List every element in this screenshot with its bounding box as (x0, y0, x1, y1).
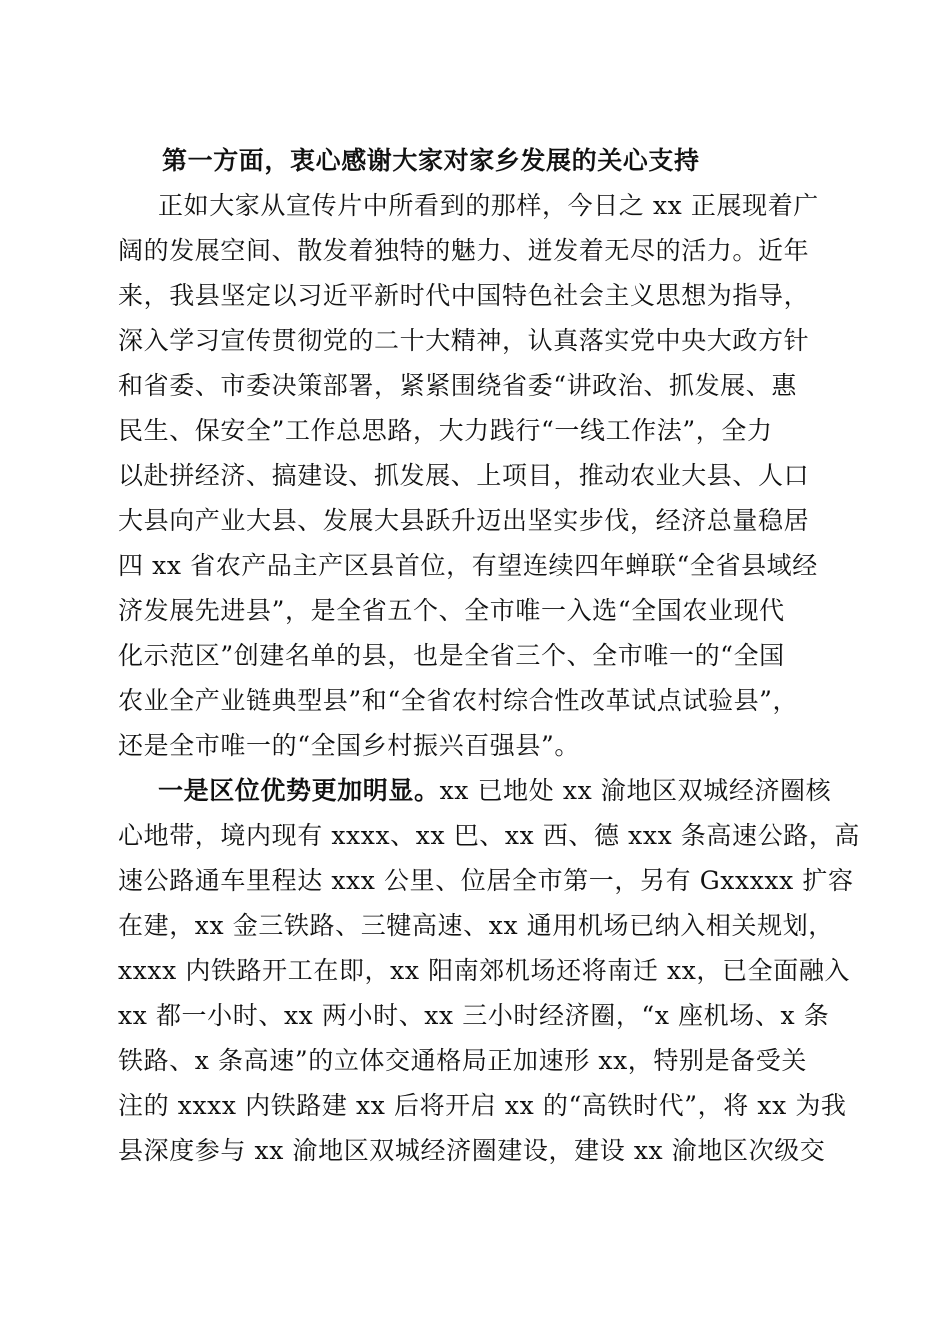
paragraph-line (118, 191, 838, 221)
paragraph-line: 铁路、x 条高速”的立体交通格局正加速形 xx，特别是备受关 (118, 1046, 807, 1075)
paragraph-text: xx 已地处 xx 渝地区双城经济圈核 (439, 776, 832, 805)
paragraph-line: 农业全产业链典型县”和“全省农村综合性改革试点试验县”， (118, 686, 799, 715)
paragraph-line: 速公路通车里程达 xxx 公里、位居全市第一，另有 Gxxxxx 扩容 (118, 866, 854, 895)
paragraph-line: 和省委、市委决策部署，紧紧围绕省委“讲政治、抓发展、惠 (118, 371, 797, 400)
paragraph-line: 还是全市唯一的“全国乡村振兴百强县”。 (118, 731, 580, 760)
paragraph-line: 阔的发展空间、散发着独特的魅力、迸发着无尽的活力。近年 (118, 236, 810, 265)
paragraph-line: 县深度参与 xx 渝地区双城经济圈建设，建设 xx 渝地区次级交 (118, 1136, 826, 1165)
paragraph-line: 来，我县坚定以习近平新时代中国特色社会主义思想为指导， (118, 281, 810, 310)
paragraph-line: xx 都一小时、xx 两小时、xx 三小时经济圈，“x 座机场、x 条 (118, 1001, 830, 1030)
paragraph-line: 心地带，境内现有 xxxx、xx 巴、xx 西、德 xxx 条高速公路，高 (118, 821, 861, 850)
section-heading-text: 第一方面，衷心感谢大家对家乡发展的关心支持 (162, 146, 700, 175)
paragraph-text: 正如大家从宣传片中所看到的那样，今日之 xx 正展现着广 (158, 191, 819, 220)
paragraph-line: 在建，xx 金三铁路、三犍高速、xx 通用机场已纳入相关规划， (118, 911, 834, 940)
paragraph-line: 济发展先进县”，是全省五个、全市唯一入选“全国农业现代 (118, 596, 785, 625)
paragraph-line: 以赴拼经济、搞建设、抓发展、上项目，推动农业大县、人口 (118, 461, 810, 490)
paragraph-line: 注的 xxxx 内铁路建 xx 后将开启 xx 的“高铁时代”，将 xx 为我 (118, 1091, 847, 1120)
paragraph-lead-bold: 一是区位优势更加明显。 (158, 776, 440, 805)
paragraph-line (118, 776, 838, 806)
section-heading (118, 146, 838, 176)
paragraph-line: 化示范区”创建名单的县，也是全省三个、全市唯一的“全国 (118, 641, 785, 670)
paragraph-line: 民生、保安全”工作总思路，大力践行“一线工作法”，全力 (118, 416, 773, 445)
paragraph-line: 深入学习宣传贯彻党的二十大精神，认真落实党中央大政方针 (118, 326, 810, 355)
paragraph-line: 四 xx 省农产品主产区县首位，有望连续四年蝉联“全省县域经 (118, 551, 818, 580)
paragraph-line: xxxx 内铁路开工在即，xx 阳南郊机场还将南迁 xx，已全面融入 (118, 956, 851, 985)
paragraph-line: 大县向产业大县、发展大县跃升迈出坚实步伐，经济总量稳居 (118, 506, 810, 535)
